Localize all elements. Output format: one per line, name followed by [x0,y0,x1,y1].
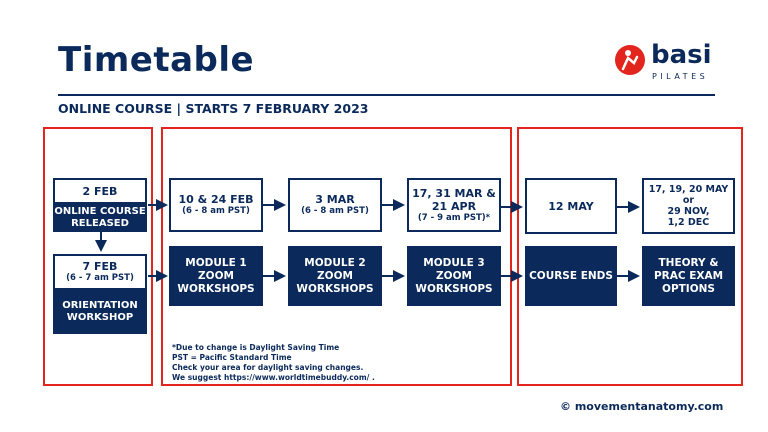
page-title: Timetable [58,40,255,80]
exam-date-b: or [682,195,695,206]
copyright-credit: © movementanatomy.com [560,400,724,413]
label-box-course-end [525,246,617,306]
date-box-orientation [53,254,147,290]
module-3-time: (7 - 9 am PST)* [417,212,491,223]
label-box-module-2 [288,246,382,306]
label-box-module-3 [407,246,501,306]
exam-label-c: OPTIONS [662,282,715,295]
module-2-label-b: ZOOM [317,269,353,282]
page-subtitle: ONLINE COURSE | STARTS 7 FEBRUARY 2023 [58,101,369,116]
module-2-date: 3 MAR [315,193,355,206]
orientation-date: 7 FEB [82,260,118,273]
module-3-label-b: ZOOM [436,269,472,282]
date-box-exam [642,178,735,234]
date-box-module-2 [288,178,382,232]
label-box-module-1 [169,246,263,306]
footnote-line-2: PST = Pacific Standard Time [172,353,292,362]
footnote [172,343,375,383]
module-2-time: (6 - 8 am PST) [301,206,369,216]
exam-label-a: THEORY & [658,256,719,269]
module-1-label-b: ZOOM [198,269,234,282]
release-date: 2 FEB [82,184,118,198]
date-box-course-release [53,178,147,204]
label-box-exam [642,246,735,306]
course-end-label: COURSE ENDS [529,269,613,282]
module-3-date-a: 17, 31 MAR & [412,186,496,200]
module-3-date-b: 21 APR [431,199,477,213]
label-box-orientation [53,290,147,334]
exam-label-b: PRAC EXAM [653,269,724,282]
label-box-course-release [53,204,147,232]
orientation-label: ORIENTATION WORKSHOP [62,300,138,323]
module-3-label-c: WORKSHOPS [415,282,493,295]
exam-date-c: 29 NOV, [667,206,710,217]
logo-name: basi [651,40,712,70]
footnote-line-4: We suggest https://www.worldtimebuddy.com/ . [172,373,375,382]
module-1-time: (6 - 8 am PST) [182,206,250,216]
exam-date-a: 17, 19, 20 MAY [648,184,729,195]
module-2-label-a: MODULE 2 [304,256,366,269]
module-2-label-c: WORKSHOPS [296,282,374,295]
orientation-time: (6 - 7 am PST) [66,273,134,283]
date-box-module-3 [407,178,501,232]
logo-subtitle: PILATES [652,72,709,81]
exam-date-d: 1,2 DEC [667,217,710,228]
module-1-label-a: MODULE 1 [185,256,247,269]
date-box-course-end [525,178,617,234]
module-3-label-a: MODULE 3 [423,256,485,269]
course-end-date: 12 MAY [548,199,594,213]
module-1-label-c: WORKSHOPS [177,282,255,295]
date-box-module-1 [169,178,263,232]
footnote-line-1: *Due to change is Daylight Saving Time [172,343,340,352]
release-label: ONLINE COURSE RELEASED [54,206,146,229]
module-1-date: 10 & 24 FEB [178,193,254,206]
footnote-line-3: Check your area for daylight saving changes. [172,363,364,372]
